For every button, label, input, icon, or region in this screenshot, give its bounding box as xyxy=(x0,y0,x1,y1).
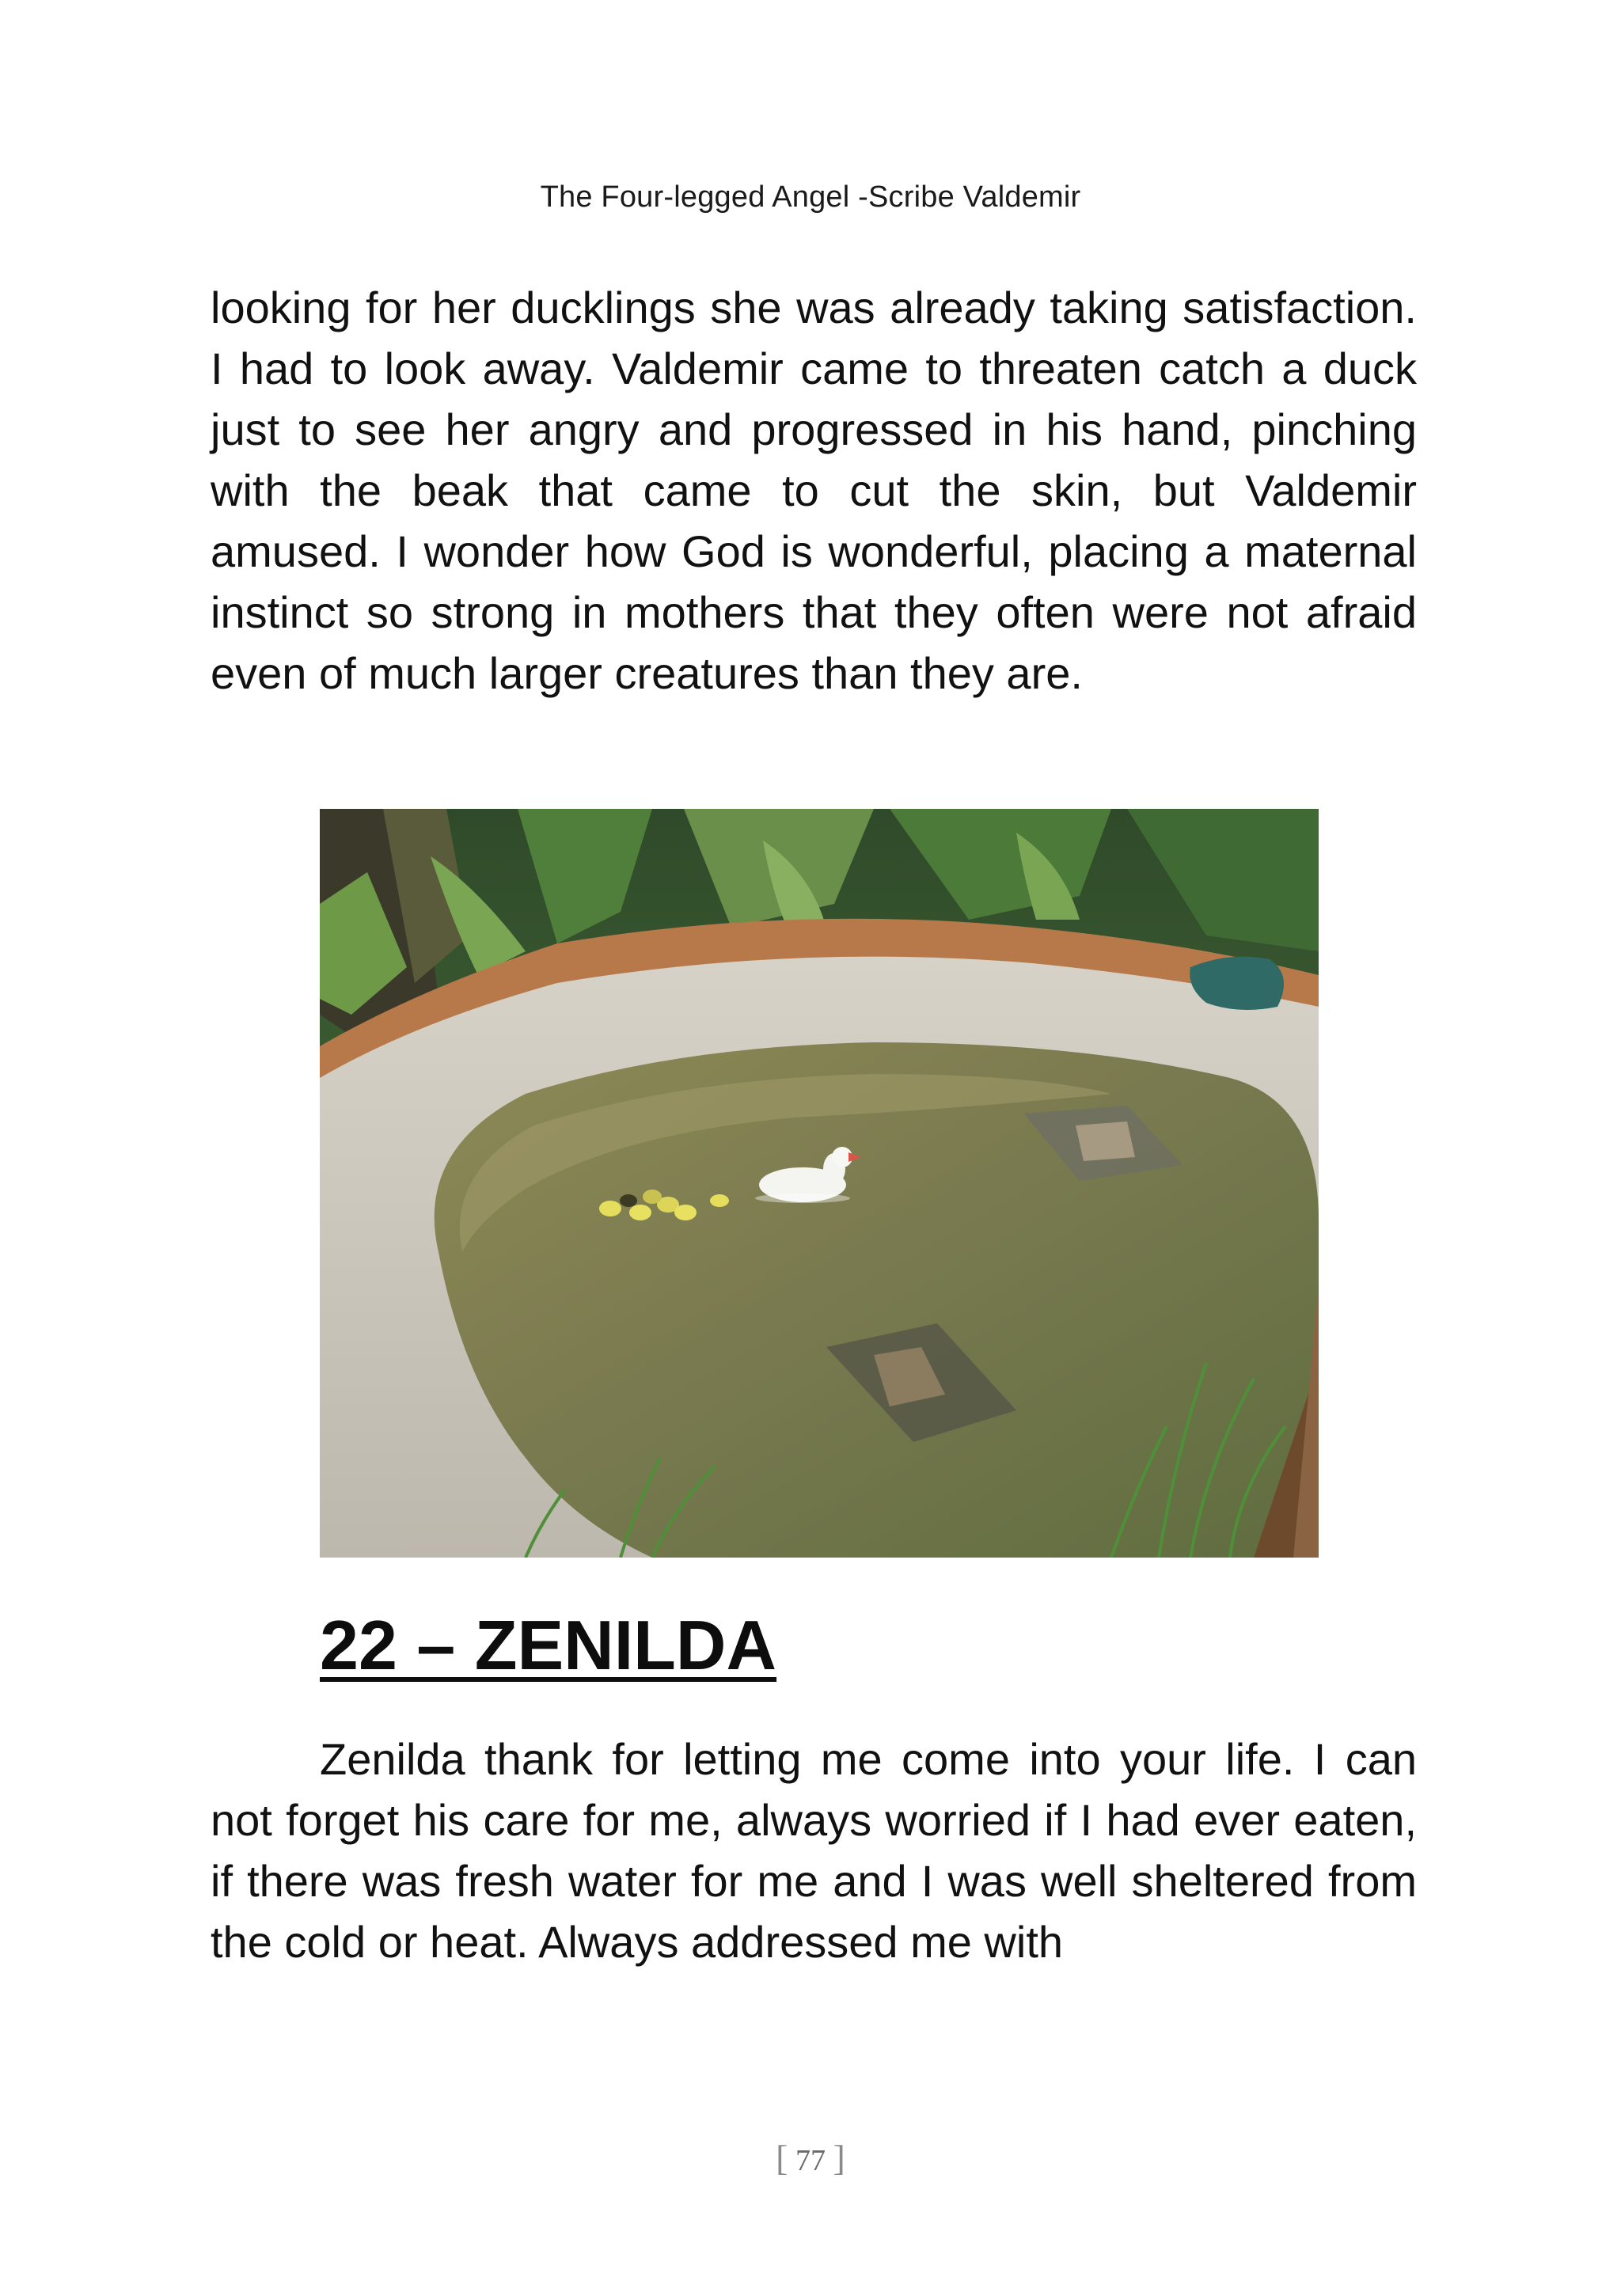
chapter-title: 22 – ZENILDA xyxy=(320,1606,777,1684)
page-number: 77 xyxy=(795,2144,826,2177)
page-bracket-open: [ xyxy=(776,2138,788,2178)
body-paragraph-1: looking for her ducklings she was already taking satisfaction. I had to look away. Valdemir came to threaten catch a duck just to see her angry and progressed in his hand, pinching with the beak that came to cut the skin, but Valdemir amused. I wonder how God is wonderful, placing a maternal instinct so strong in mothers that they often were not afraid even of much larger creatures than they are. xyxy=(211,283,1417,698)
page-number-footer xyxy=(0,2137,1621,2179)
page-bracket-close: ] xyxy=(833,2138,845,2178)
pond-photo xyxy=(320,809,1319,1558)
running-header: The Four-legged Angel -Scribe Valdemir xyxy=(540,180,1081,214)
body-paragraph-2: Zenilda thank for letting me come into your life. I can not forget his care for me, always worried if I had ever eaten, if there was fresh water for me and I was well sheltered from the cold or heat. Always addressed me with xyxy=(211,1734,1417,1967)
